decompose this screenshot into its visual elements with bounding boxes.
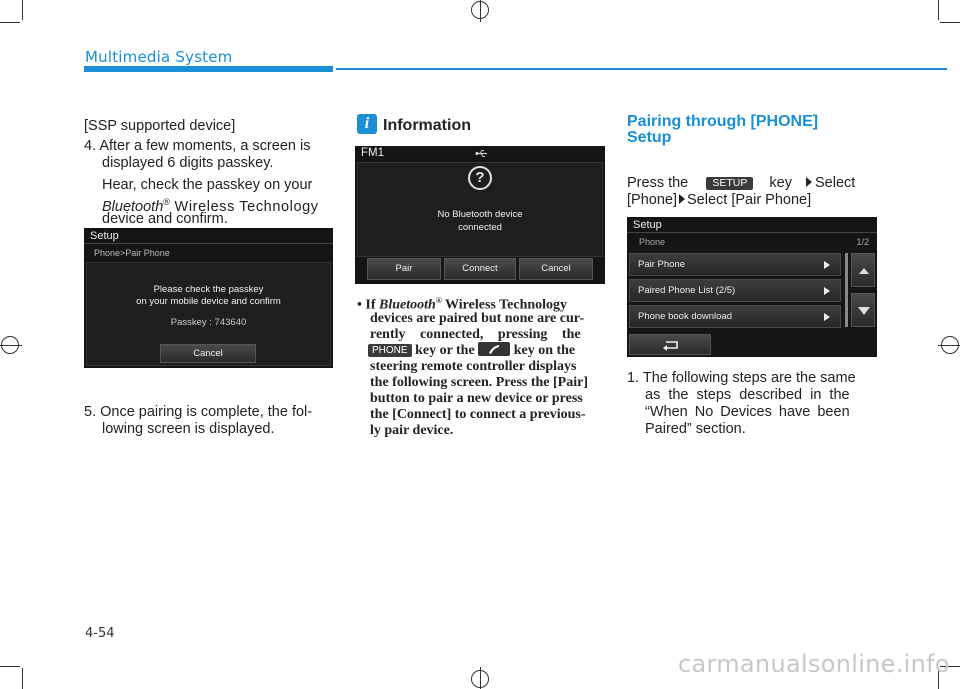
information-heading: Information — [383, 117, 471, 134]
section-heading-line-2: Setup — [627, 129, 672, 146]
breadcrumb: Phone>Pair Phone — [94, 248, 170, 258]
scroll-down-button[interactable] — [851, 293, 875, 327]
step-1-line-2: as the steps described in the — [645, 387, 850, 403]
step-1-line-4: Paired” section. — [645, 421, 746, 437]
chevron-right-icon — [824, 287, 830, 295]
page-indicator: 1/2 — [856, 237, 869, 247]
arrow-icon — [679, 194, 685, 204]
message-line: Please check the passkey — [153, 284, 264, 295]
screen-title: FM1 — [361, 147, 384, 159]
phone-text: [Phone] — [627, 192, 677, 208]
bullet-line-2: devices are paired but none are cur- — [370, 311, 585, 326]
page-number: 4-54 — [85, 626, 115, 641]
usb-icon — [475, 149, 489, 158]
no-device-message — [355, 208, 605, 234]
passkey-message — [84, 284, 333, 308]
registration-mark — [480, 667, 481, 689]
crop-mark — [0, 22, 20, 23]
header-bar — [84, 66, 333, 72]
hear-line-1: Hear, check the passkey on your — [102, 177, 313, 193]
setup-key-badge: SETUP — [706, 177, 753, 190]
step-1-line-3: “When No Devices have been — [645, 404, 850, 420]
key-on-the-text: key on the — [510, 343, 576, 358]
menu-item-label: Phone book download — [638, 311, 733, 322]
bullet-prefix: • If — [357, 297, 380, 313]
select-pair-phone-text: Select [Pair Phone] — [687, 192, 812, 208]
registered-mark: ® — [163, 197, 170, 207]
registered-mark: ® — [435, 296, 442, 305]
crop-mark — [22, 668, 23, 689]
hear-line-3: device and confirm. — [102, 211, 228, 227]
step-5-line-2: lowing screen is displayed. — [102, 421, 275, 437]
phone-key-badge: PHONE — [368, 344, 412, 357]
passkey-screen — [84, 228, 333, 368]
triangle-down-icon — [858, 307, 870, 315]
bluetooth-text: Bluetooth — [379, 297, 436, 313]
pair-button[interactable]: Pair — [367, 258, 441, 280]
press-text: Press the — [627, 175, 689, 191]
step-5-line-1: 5. Once pairing is complete, the fol- — [84, 404, 313, 420]
chevron-right-icon — [824, 261, 830, 269]
key-text: key — [769, 175, 792, 191]
divider — [84, 243, 333, 244]
wireless-technology-text: Wireless Technology — [441, 297, 568, 313]
screen-title: Setup — [633, 219, 662, 231]
select-text: Select — [815, 175, 856, 191]
menu-item-paired-phone-list[interactable] — [629, 279, 841, 302]
bullet-line-9: ly pair device. — [370, 423, 454, 438]
no-device-screen — [355, 146, 605, 284]
bullet-line-6: the following screen. Press the [Pair] — [370, 375, 588, 390]
passkey-value: Passkey : 743640 — [170, 317, 247, 328]
cancel-button[interactable]: Cancel — [519, 258, 593, 280]
registration-mark — [938, 345, 960, 346]
connect-button[interactable]: Connect — [444, 258, 516, 280]
phone-call-key-icon — [478, 342, 510, 356]
watermark: carmanualsonline.info — [678, 650, 950, 678]
message-line: No Bluetooth device — [437, 209, 523, 220]
crop-mark — [0, 666, 20, 667]
back-button[interactable] — [629, 334, 711, 355]
question-icon: ? — [468, 166, 492, 190]
triangle-up-icon — [859, 268, 869, 274]
crop-mark — [938, 0, 939, 20]
chevron-right-icon — [824, 313, 830, 321]
section-heading-line-1: Pairing through [PHONE] — [627, 113, 819, 130]
header-rule — [336, 68, 947, 70]
step-4-line-2: displayed 6 digits passkey. — [102, 155, 274, 171]
message-line: connected — [458, 222, 502, 233]
phone-select-line — [627, 191, 811, 210]
handset-icon — [487, 343, 501, 355]
crop-mark — [22, 0, 23, 20]
key-or-the-text: key or the — [411, 343, 479, 358]
menu-item-label: Pair Phone — [638, 259, 686, 270]
cancel-button[interactable]: Cancel — [160, 344, 256, 363]
crop-mark — [940, 22, 960, 23]
back-icon — [662, 339, 680, 351]
subtitle: Phone — [639, 237, 666, 247]
step-1-line-1: 1. The following steps are the same — [627, 370, 856, 386]
info-icon: i — [357, 114, 377, 134]
bullet-line-3: rently connected, pressing the — [370, 327, 581, 342]
scrollbar[interactable] — [845, 253, 848, 327]
registration-mark — [0, 345, 22, 346]
bullet-line-8: the [Connect] to connect a previous- — [370, 407, 586, 422]
phone-setup-screen — [627, 217, 877, 357]
screen-title: Setup — [90, 230, 119, 242]
bullet-line-5: steering remote controller displays — [370, 359, 577, 374]
menu-item-phone-book-download[interactable] — [629, 305, 841, 328]
message-line: on your mobile device and confirm — [136, 296, 281, 307]
bullet-line-7: button to pair a new device or press — [370, 391, 583, 406]
menu-item-label: Paired Phone List (2/5) — [638, 285, 736, 296]
bluetooth-text: Bluetooth — [102, 198, 164, 215]
ssp-label: [SSP supported device] — [84, 118, 236, 134]
scroll-up-button[interactable] — [851, 253, 875, 287]
page-header-title: Multimedia System — [85, 48, 233, 66]
arrow-icon — [806, 177, 812, 187]
divider — [627, 232, 877, 233]
menu-item-pair-phone[interactable] — [629, 253, 841, 276]
step-4-line-1: 4. After a few moments, a screen is — [84, 138, 311, 154]
wireless-technology-text: Wireless Technology — [169, 198, 319, 215]
registration-mark — [480, 0, 481, 22]
